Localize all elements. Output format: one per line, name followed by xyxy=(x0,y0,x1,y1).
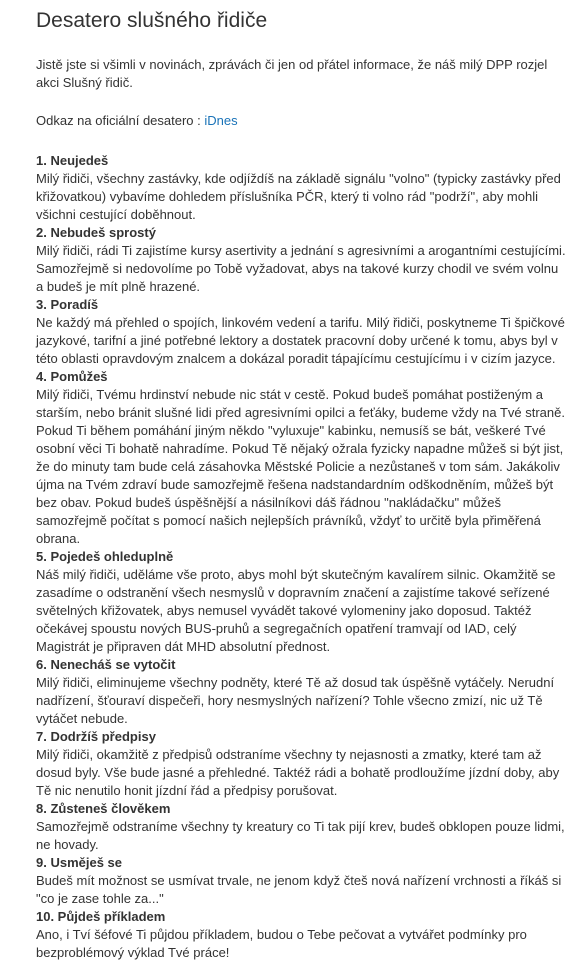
rule-text: Milý řidiči, rádi Ti zajistíme kursy asertivity a jednání s agresivními a arogantními cestujícími. Samozřejmě si nedovolíme po Tobě vyžadovat, abys na takové kurzy chodil ve svém volnu a budeš je mít plně hrazené. xyxy=(36,243,566,294)
rule-item xyxy=(36,728,566,800)
rule-title: 7. Dodržíš předpisy xyxy=(36,729,156,744)
official-link-line xyxy=(36,112,566,130)
rule-item xyxy=(36,656,566,728)
rule-item xyxy=(36,296,566,368)
rule-text: Náš milý řidiči, uděláme vše proto, abys mohl být skutečným kavalírem silnic. Okamžitě se zasadíme o odstranění všech nesmyslů v dopravním značení a zajistíme takové seřízené světelných křižovatek, abys nemusel vyvádět takové vylomeniny jako doposud. Taktéž očekávej spoustu nových BUS-pruhů a segregačních opatření tramvají od IAD, celý Magistrát je připraven dát MHD absolutní přednost. xyxy=(36,567,556,654)
rule-item xyxy=(36,800,566,854)
rule-title: 2. Nebudeš sprostý xyxy=(36,225,156,240)
intro-paragraph: Jistě jste si všimli v novinách, zprávách či jen od přátel informace, že náš milý DPP rozjel akci Slušný řidič. xyxy=(36,57,548,90)
rule-title: 3. Poradíš xyxy=(36,297,99,312)
rule-title: 6. Nenecháš se vytočit xyxy=(36,657,176,672)
rule-title: 1. Neujedeš xyxy=(36,153,109,168)
rule-item xyxy=(36,908,566,962)
rule-title: 9. Usměješ se xyxy=(36,855,123,870)
rule-title: 5. Pojedeš ohleduplně xyxy=(36,549,174,564)
rule-title: 8. Zůsteneš člověkem xyxy=(36,801,171,816)
rule-title: 4. Pomůžeš xyxy=(36,369,108,384)
link-prefix: Odkaz na oficiální desatero : xyxy=(36,113,201,128)
rule-text: Milý řidiči, Tvému hrdinství nebude nic stát v cestě. Pokud budeš pomáhat postiženým a starším, nebo bránit slušné lidi před agresivními opilci a feťáky, budeme vždy na Tvé straně. Pokud Ti během pomáhání jiným někdo "vyluxuje" kabinku, nemusíš se bát, veškeré Tvé osobní věci Ti bohatě nahradíme. Pokud Tě nějaký ožrala fyzicky napadne můžeš si být jist, že do minuty tam bude celá zásahovka Městské Policie a nezůstaneš v tom sám. Jakákoliv újma na Tvém zdraví bude samozřejmě řešena nadstandardním odškodněním, můžeš být bez obav. Pokud budeš úspěšnější a násilníkovi dáš řádnou "nakládačku" můžeš samozřejmě počítat s pomocí našich nejlepších právníků, vždyť to určitě byla přiměřená obrana. xyxy=(36,387,565,546)
rule-item xyxy=(36,548,566,656)
rule-text: Samozřejmě odstraníme všechny ty kreatury co Ti tak pijí krev, budeš obklopen pouze lidmi, ne hovady. xyxy=(36,819,565,852)
page-title: Desatero slušného řidiče xyxy=(36,9,268,32)
rule-text: Milý řidiči, okamžitě z předpisů odstraníme všechny ty nejasnosti a zmatky, které tam až dosud byly. Vše bude jasné a přehledné. Taktéž rádi a bohatě prodloužíme jízdní doby, aby Tě nic nenutilo honit jízdní řád a předpisy porušovat. xyxy=(36,747,560,798)
rule-item xyxy=(36,368,566,548)
rule-text: Milý řidiči, všechny zastávky, kde odjíždíš na základě signálu "volno" (typicky zastávky před křižovatkou) vybavíme dohledem příslušníka PČR, který ti volno rád "podrží", aby mohli všichni cestující doběhnout. xyxy=(36,171,561,222)
rule-text: Budeš mít možnost se usmívat trvale, ne jenom když čteš nová nařízení vrchnosti a říkáš si "co je zase tohle za..." xyxy=(36,873,562,906)
rules-list xyxy=(36,152,566,962)
rule-item xyxy=(36,224,566,296)
rule-text: Ne každý má přehled o spojích, linkovém vedení a tarifu. Milý řidiči, poskytneme Ti špičkové jazykové, tarifní a jiné potřebné lektory a dostatek pracovní doby určené k tomu, abys byl v této oblasti opravdovým znalcem a dokázal poradit tápajícímu cestujícímu i v cizím jazyce. xyxy=(36,315,565,366)
idnes-link[interactable]: iDnes xyxy=(204,113,238,128)
rule-title: 10. Půjdeš příkladem xyxy=(36,909,166,924)
rule-text: Milý řidiči, eliminujeme všechny podněty, které Tě až dosud tak úspěšně vytáčely. Nerudní nadřízení, šťouraví dispečeři, hory nesmyslných nařízení? Tohle všecno zmizí, nic už Tě vytáčet nebude. xyxy=(36,675,555,726)
rule-text: Ano, i Tví šéfové Ti půjdou příkladem, budou o Tebe pečovat a vytvářet podmínky pro bezproblémový výklad Tvé práce! xyxy=(36,927,527,960)
rule-item xyxy=(36,854,566,908)
rule-item xyxy=(36,152,566,224)
